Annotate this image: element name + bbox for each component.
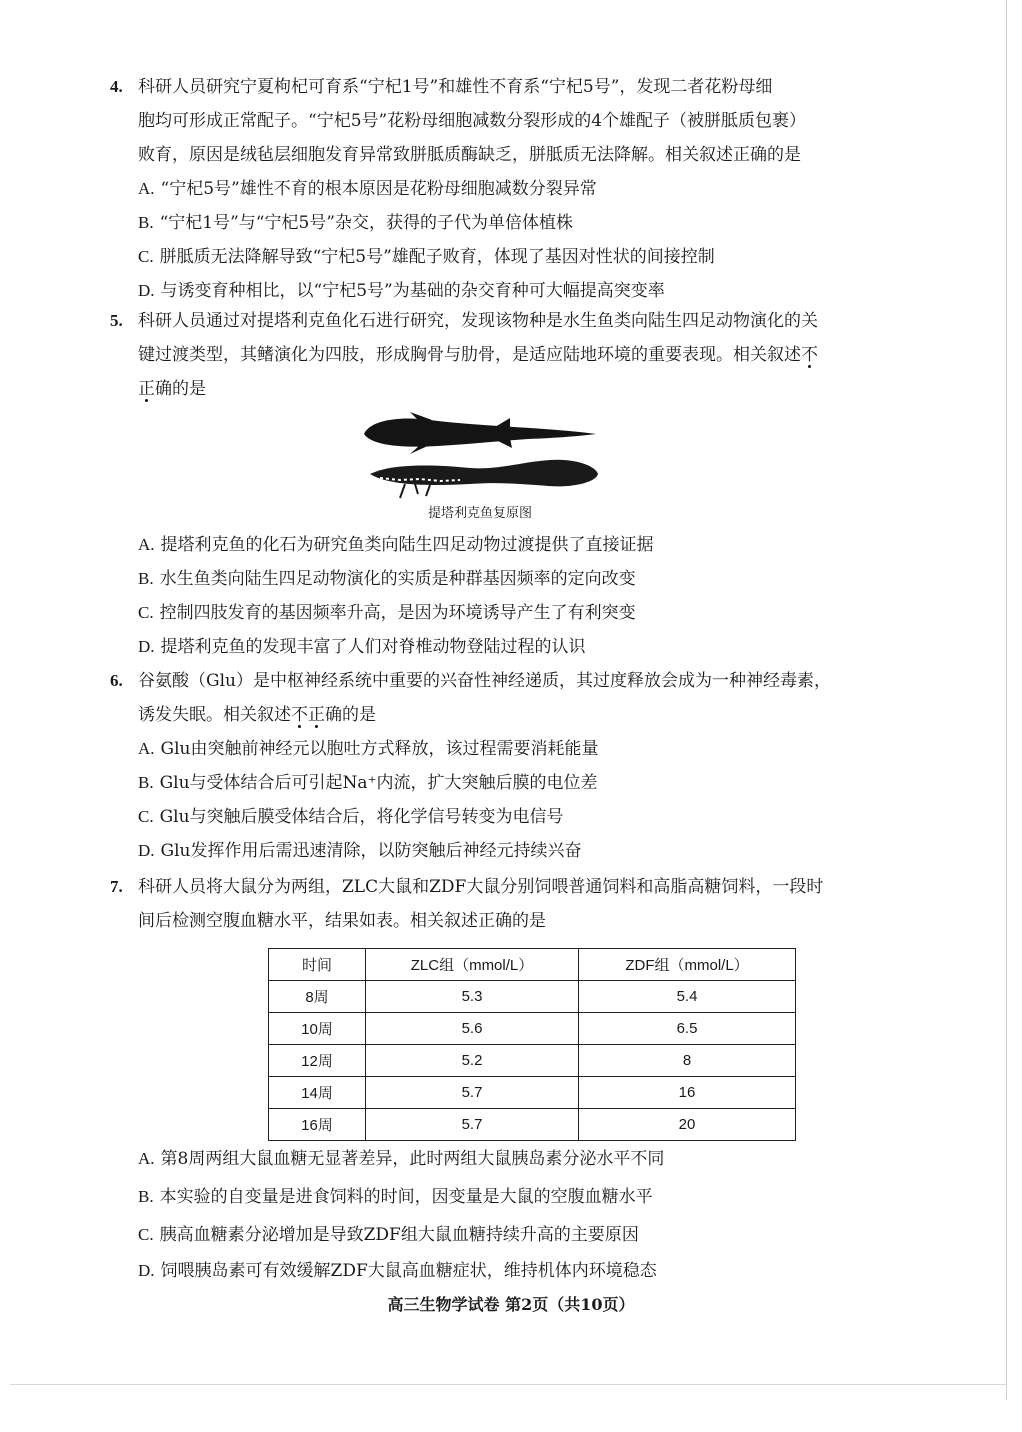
option-letter: B. [138, 1187, 154, 1206]
table-row [269, 981, 796, 1013]
option-letter: B. [138, 773, 154, 792]
option-letter: D. [138, 281, 155, 300]
option-letter: D. [138, 637, 155, 656]
option-d [138, 834, 582, 868]
option-letter: B. [138, 213, 154, 232]
question-6 [110, 664, 831, 698]
question-stem-line: 科研人员将大鼠分为两组，ZLC大鼠和ZDF大鼠分别饲喂普通饲料和高脂高糖饲料，一段时 [138, 877, 824, 897]
table-cell: 5.7 [366, 1109, 579, 1141]
question-4-cont [138, 104, 806, 172]
figure-caption: 提塔利克鱼复原图 [427, 506, 532, 521]
table-cell: 10周 [269, 1013, 366, 1045]
table-cell: 16 [579, 1077, 796, 1109]
option-letter: C. [138, 247, 154, 266]
question-stem-line: 胞均可形成正常配子。“宁杞5号”花粉母细胞减数分裂形成的4个雄配子（被胼胝质包裹） [138, 111, 807, 131]
option-text: 与诱变育种相比，以“宁杞5号”为基础的杂交育种可大幅提高突变率 [160, 281, 665, 301]
question-stem-line: 诱发失眠。相关叙述 [138, 705, 291, 725]
table-cell: 5.3 [366, 981, 579, 1013]
option-text: 本实验的自变量是进食饲料的时间，因变量是大鼠的空腹血糖水平 [159, 1187, 653, 1207]
option-text: 饲喂胰岛素可有效缓解ZDF大鼠高血糖症状，维持机体内环境稳态 [160, 1261, 657, 1281]
option-text: “宁杞1号”与“宁杞5号”杂交，获得的子代为单倍体植株 [159, 213, 573, 233]
option-b [138, 766, 598, 800]
option-a [138, 732, 599, 766]
option-text: 控制四肢发育的基因频率升高，是因为环境诱导产生了有利突变 [159, 603, 636, 623]
blood-glucose-table [268, 948, 796, 1141]
option-letter: C. [138, 807, 154, 826]
option-a [138, 1142, 664, 1176]
option-text: Glu与突触后膜受体结合后，将化学信号转变为电信号 [159, 807, 564, 827]
option-d [138, 274, 665, 308]
option-c [138, 1218, 639, 1252]
option-letter: C. [138, 1225, 154, 1244]
question-stem-line: 科研人员研究宁夏枸杞可育系“宁杞1号”和雄性不育系“宁杞5号”，发现二者花粉母细 [138, 77, 773, 97]
option-letter: A. [138, 1149, 155, 1168]
table-header-cell: 时间 [269, 949, 366, 981]
table-cell: 5.4 [579, 981, 796, 1013]
option-b [138, 206, 573, 240]
option-c [138, 596, 636, 630]
tiktaalik-top-view [364, 419, 596, 447]
option-text: Glu发挥作用后需迅速清除，以防突触后神经元持续兴奋 [160, 841, 582, 861]
table-header-cell: ZLC组（mmol/L） [366, 949, 579, 981]
question-4 [110, 70, 772, 104]
table-cell: 20 [579, 1109, 796, 1141]
option-letter: D. [138, 1261, 155, 1280]
option-text: 第8周两组大鼠血糖无显著差异，此时两组大鼠胰岛素分泌水平不同 [160, 1149, 665, 1169]
table-cell: 16周 [269, 1109, 366, 1141]
table-row [269, 1109, 796, 1141]
page-footer: 高三生物学试卷 第2页（共10页） [387, 1295, 635, 1314]
question-stem-line: 确的是 [155, 379, 206, 399]
option-letter: D. [138, 841, 155, 860]
option-letter: B. [138, 569, 154, 588]
option-text: “宁杞5号”雄性不育的根本原因是花粉母细胞减数分裂异常 [160, 179, 597, 199]
table-cell: 5.6 [366, 1013, 579, 1045]
emphasis-char: 不 [291, 705, 308, 725]
table-row [269, 1013, 796, 1045]
table-cell: 8周 [269, 981, 366, 1013]
question-5-cont [138, 338, 818, 406]
option-b [138, 562, 636, 596]
question-7 [110, 870, 823, 904]
emphasis-char: 正 [138, 379, 155, 399]
option-text: 水生鱼类向陆生四足动物演化的实质是种群基因频率的定向改变 [159, 569, 636, 589]
table-cell: 6.5 [579, 1013, 796, 1045]
question-7-cont [138, 904, 546, 938]
option-text: 胰高血糖素分泌增加是导致ZDF组大鼠血糖持续升高的主要原因 [159, 1225, 639, 1245]
option-c [138, 240, 715, 274]
question-stem-line: 确的是 [325, 705, 376, 725]
option-text: 提塔利克鱼的化石为研究鱼类向陆生四足动物过渡提供了直接证据 [160, 535, 654, 555]
question-stem-line: 谷氨酸（Glu）是中枢神经系统中重要的兴奋性神经递质，其过度释放会成为一种神经毒素， [138, 671, 831, 691]
question-stem-line: 键过渡类型，其鳍演化为四肢，形成胸骨与肋骨，是适应陆地环境的重要表现。相关叙述 [138, 345, 801, 365]
option-text: 提塔利克鱼的发现丰富了人们对脊椎动物登陆过程的认识 [160, 637, 586, 657]
question-stem-line: 科研人员通过对提塔利克鱼化石进行研究，发现该物种是水生鱼类向陆生四足动物演化的关 [138, 311, 818, 331]
option-d [138, 1254, 657, 1288]
table-cell: 14周 [269, 1077, 366, 1109]
option-b [138, 1180, 653, 1214]
option-a [138, 172, 597, 206]
option-letter: A. [138, 739, 155, 758]
question-stem-line: 间后检测空腹血糖水平，结果如表。相关叙述正确的是 [138, 911, 546, 931]
table-cell: 12周 [269, 1045, 366, 1077]
option-letter: C. [138, 603, 154, 622]
option-letter: A. [138, 179, 155, 198]
table-header-row [269, 949, 796, 981]
table-cell: 8 [579, 1045, 796, 1077]
option-d [138, 630, 586, 664]
option-letter: A. [138, 535, 155, 554]
page-edge-right [1006, 0, 1007, 1400]
question-number: 7. [110, 877, 123, 896]
question-number: 6. [110, 671, 123, 690]
question-6-cont [138, 698, 376, 732]
table-header-cell: ZDF组（mmol/L） [579, 949, 796, 981]
option-text: Glu与受体结合后可引起Na⁺内流，扩大突触后膜的电位差 [159, 773, 598, 793]
table-cell: 5.2 [366, 1045, 579, 1077]
table-row [269, 1077, 796, 1109]
question-number: 5. [110, 311, 123, 330]
option-c [138, 800, 564, 834]
option-text: Glu由突触前神经元以胞吐方式释放，该过程需要消耗能量 [160, 739, 599, 759]
emphasis-char: 正 [308, 705, 325, 725]
table-row [269, 1045, 796, 1077]
option-text: 胼胝质无法降解导致“宁杞5号”雄配子败育，体现了基因对性状的间接控制 [159, 247, 715, 267]
tiktaalik-side-view [370, 460, 598, 487]
question-stem-line: 败育，原因是绒毡层细胞发育异常致胼胝质酶缺乏，胼胝质无法降解。相关叙述正确的是 [138, 145, 801, 165]
page-edge-bottom [10, 1384, 1006, 1385]
option-a [138, 528, 654, 562]
emphasis-char: 不 [801, 345, 818, 365]
question-5 [110, 304, 818, 338]
question-number: 4. [110, 77, 123, 96]
table-cell: 5.7 [366, 1077, 579, 1109]
